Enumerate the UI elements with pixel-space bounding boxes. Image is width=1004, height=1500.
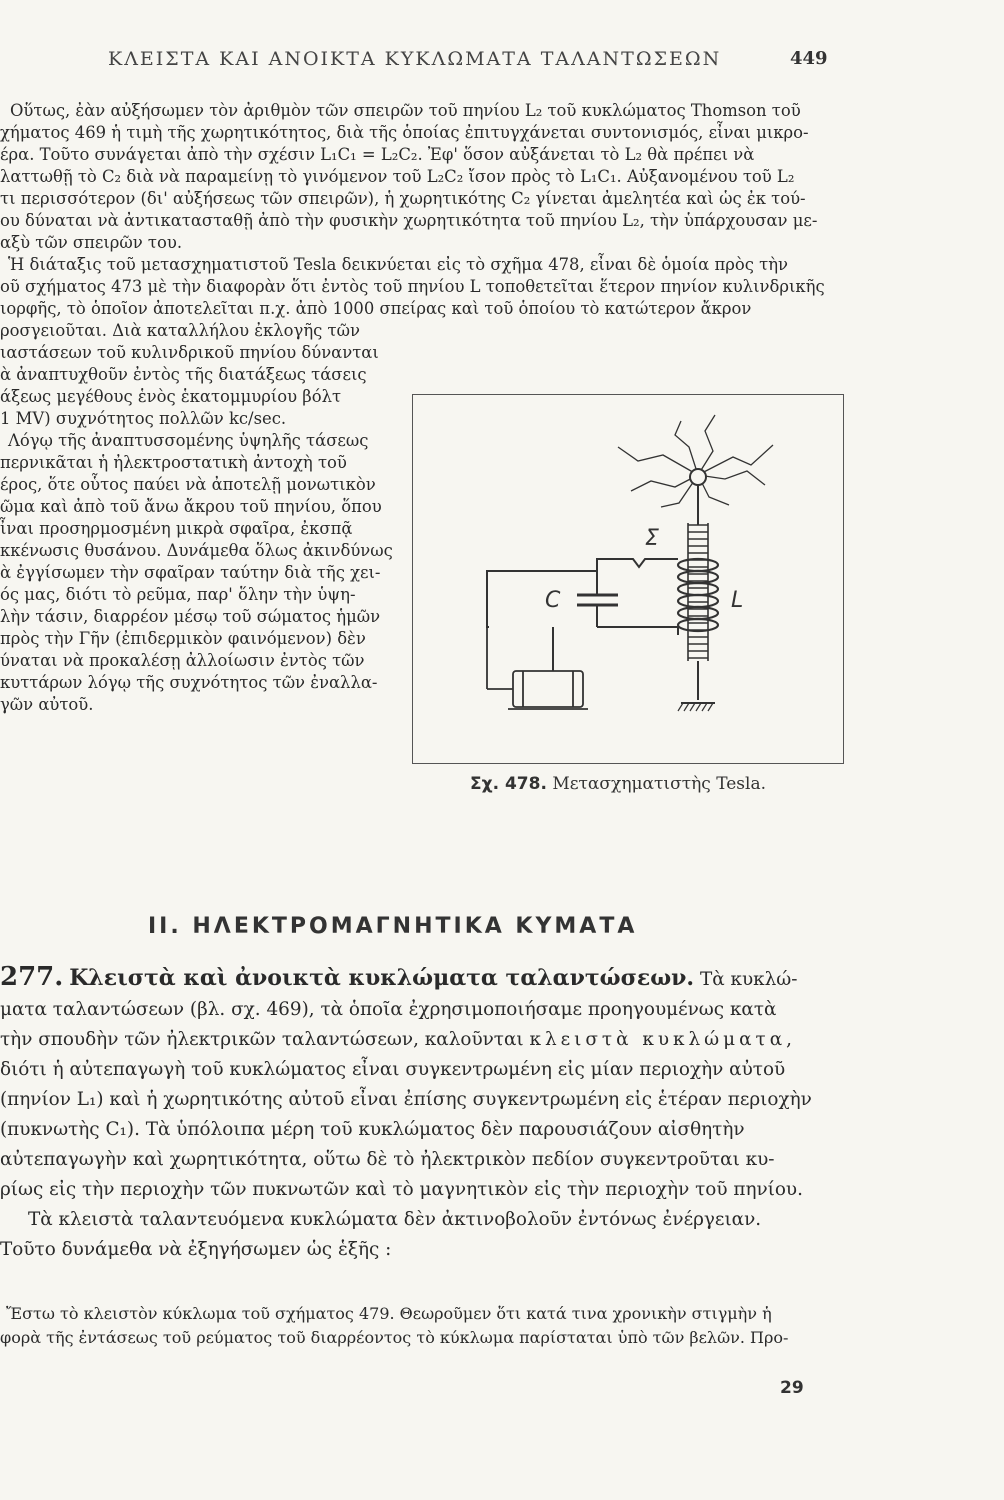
caption-text: Μετασχηματιστὴς Tesla. — [552, 774, 766, 794]
paragraph-heading-line — [0, 962, 830, 995]
text-line: κκένωσις θυσάνου. Δυνάμεθα ὅλως ἀκινδύνως — [0, 541, 393, 560]
discharge-sparks — [618, 415, 773, 507]
text-line: γῶν αὐτοῦ. — [0, 695, 94, 714]
label-sigma: Σ — [645, 526, 659, 551]
caption-number: Σχ. 478. — [470, 774, 547, 794]
label-c: C — [545, 588, 561, 613]
label-l: L — [731, 588, 744, 613]
text-line: άξεως μεγέθους ἑνὸς ἑκατομμυρίου βόλτ — [0, 387, 342, 406]
text-line: ἶναι προσηρμοσμένη μικρὰ σφαῖρα, ἐκσπᾷ — [0, 519, 353, 538]
text-line: τι περισσότερον (δι' αὐξήσεως τῶν σπειρῶν), ἡ χωρητικότης C₂ γίνεται ἀμελητέα καὶ ὡς ἐκ τού- — [0, 189, 806, 208]
text-line: αὐτεπαγωγὴν καὶ χωρητικότητα, οὕτω δὲ τὸ ἠλεκτρικὸν πεδίον συγκεντροῦται κυ- — [0, 1149, 775, 1170]
tesla-transformer-diagram — [413, 395, 843, 763]
text-line: αξὺ τῶν σπειρῶν του. — [0, 233, 183, 252]
text-line: λαττωθῇ τὸ C₂ διὰ νὰ παραμείνῃ τὸ γινόμενον τοῦ L₂C₂ ἴσον πρὸς τὸ L₁C₁. Αὐξανομένου τοῦ L₂ — [0, 167, 795, 186]
text-line: ός μας, διότι τὸ ρεῦμα, παρ' ὅλην τὴν ὑψη- — [0, 585, 356, 604]
text-line: ροσγειοῦται. Διὰ καταλλήλου ἐκλογῆς τῶν — [0, 321, 360, 340]
section-title: II. ΗΛΕΚΤΡΟΜΑΓΝΗΤΙΚΑ ΚΥΜΑΤΑ — [148, 914, 638, 939]
text-line: περνικᾶται ἡ ἠλεκτροστατικὴ ἀντοχὴ τοῦ — [0, 453, 347, 472]
text-line: ὰ ἀναπτυχθοῦν ἐντὸς τῆς διατάξεως τάσεις — [0, 365, 367, 384]
primary-coil-L — [678, 559, 718, 631]
text-line: ὰ ἐγγίσωμεν τὴν σφαῖραν ταύτην διὰ τῆς χει- — [0, 563, 381, 582]
text-line: Τοῦτο δυνάμεθα νὰ ἐξηγήσωμεν ὡς ἑξῆς : — [0, 1239, 392, 1260]
intro-paragraph — [0, 100, 830, 320]
text-line: Οὕτως, ἐὰν αὐξήσωμεν τὸν ἀριθμὸν τῶν σπειρῶν τοῦ πηνίου L₂ τοῦ κυκλώματος Thomson τοῦ — [10, 101, 801, 120]
left-column-text — [0, 320, 395, 716]
text-line: Ἡ διάταξις τοῦ μετασχηματιστοῦ Tesla δεικνύεται εἰς τὸ σχῆμα 478, εἶναι δὲ ὁμοία πρὸς τὴν — [8, 255, 788, 274]
text-line: (πυκνωτὴς C₁). Τὰ ὑπόλοιπα μέρη τοῦ κυκλώματος δὲν παρουσιάζουν αἰσθητὴν — [0, 1119, 745, 1140]
top-sphere — [690, 469, 706, 485]
text-line: φορὰ τῆς ἐντάσεως τοῦ ρεύματος τοῦ διαρρέοντος τὸ κύκλωμα παρίσταται ὑπὸ τῶν βελῶν. Προ- — [0, 1328, 789, 1347]
running-title: ΚΛΕΙΣΤΑ ΚΑΙ ΑΝΟΙΚΤΑ ΚΥΚΛΩΜΑΤΑ ΤΑΛΑΝΤΩΣΕΩΝ — [108, 48, 722, 70]
signature-mark: 29 — [780, 1378, 804, 1398]
text-line: λὴν τάσιν, διαρρέον μέσῳ τοῦ σώματος ἡμῶν — [0, 607, 381, 626]
paragraph-277 — [0, 962, 830, 1265]
text-line: ύναται νὰ προκαλέσῃ ἀλλοίωσιν ἐντὸς τῶν — [0, 651, 365, 670]
text-line: ματα ταλαντώσεων (βλ. σχ. 469), τὰ ὁποῖα ἐχρησιμοποιήσαμε προηγουμένως κατὰ — [0, 999, 777, 1020]
text-line: έρος, ὅτε οὗτος παύει νὰ ἀποτελῇ μονωτικὸν — [0, 475, 376, 494]
spaced-term: κλειστὰ κυκλώματα, — [529, 1029, 796, 1050]
text-line: Τὰ κυκλώ- — [699, 969, 798, 990]
text-line: Λόγῳ τῆς ἀναπτυσσομένης ὑψηλῆς τάσεως — [8, 431, 369, 450]
text-line: ου δύναται νὰ ἀντικατασταθῇ ἀπὸ τὴν φυσικὴν χωρητικότητα τοῦ πηνίου L₂, τὴν ὑπάρχουσαν με- — [0, 211, 818, 230]
figure-caption — [470, 774, 766, 794]
text-line: ιαστάσεων τοῦ κυλινδρικοῦ πηνίου δύνανται — [0, 343, 379, 362]
text-line: τὴν σπουδὴν τῶν ἠλεκτρικῶν ταλαντώσεων, καλοῦνται — [0, 1029, 524, 1050]
text-line: ρίως εἰς τὴν περιοχὴν τῶν πυκνωτῶν καὶ τὸ μαγνητικὸν εἰς τὴν περιοχὴν τοῦ πηνίου. — [0, 1179, 803, 1200]
text-line: ῶμα καὶ ἀπὸ τοῦ ἄνω ἄκρου τοῦ πηνίου, ὅπου — [0, 497, 382, 516]
text-line: (πηνίον L₁) καὶ ἡ χωρητικότης αὐτοῦ εἶναι ἐπίσης συγκεντρωμένη εἰς ἑτέραν περιοχὴν — [0, 1089, 812, 1110]
text-line: ιορφῆς, τὸ ὁποῖον ἀποτελεῖται π.χ. ἀπὸ 1000 σπείρας καὶ τοῦ ὁποίου τὸ κατώτερον ἄκρον — [0, 299, 752, 318]
text-line: πρὸς τὴν Γῆν (ἐπιδερμικὸν φαινόμενον) δὲν — [0, 629, 366, 648]
text-line: διότι ἡ αὐτεπαγωγὴ τοῦ κυκλώματος εἶναι συγκεντρωμένη εἰς μίαν περιοχὴν αὐτοῦ — [0, 1059, 786, 1080]
text-line: χήματος 469 ἡ τιμὴ τῆς χωρητικότητος, διὰ τῆς ὁποίας ἐπιτυγχάνεται συντονισμός, εἶναι μικρο- — [0, 123, 809, 142]
paragraph-heading: Κλειστὰ καὶ ἀνοικτὰ κυκλώματα ταλαντώσεων. — [69, 965, 695, 991]
text-line: Ἔστω τὸ κλειστὸν κύκλωμα τοῦ σχήματος 479. Θεωροῦμεν ὅτι κατά τινα χρονικὴν στιγμὴν ἡ — [6, 1304, 772, 1323]
text-line-with-term — [0, 1025, 830, 1055]
text-line: 1 MV) συχνότητος πολλῶν kc/sec. — [0, 409, 287, 428]
bottom-paragraph — [0, 1302, 835, 1350]
induction-coil — [487, 627, 588, 709]
text-line: Τὰ κλειστὰ ταλαντευόμενα κυκλώματα δὲν ἀκτινοβολοῦν ἐντόνως ἐνέργειαν. — [28, 1209, 762, 1230]
paragraph-number: 277. — [0, 962, 64, 992]
page-number: 449 — [790, 48, 828, 69]
figure-478-frame — [412, 394, 844, 764]
text-line: οῦ σχήματος 473 μὲ τὴν διαφορὰν ὅτι ἐντὸς τοῦ πηνίου L τοποθετεῖται ἕτερον πηνίον κυλινδρικῆς — [0, 277, 825, 296]
text-line: κυττάρων λόγῳ τῆς συχνότητος τῶν ἐναλλα- — [0, 673, 378, 692]
secondary-coil — [688, 523, 708, 661]
text-line: έρα. Τοῦτο συνάγεται ἀπὸ τὴν σχέσιν L₁C₁ = L₂C₂. Ἐφ' ὅσον αὐξάνεται τὸ L₂ θὰ πρέπει νὰ — [0, 145, 755, 164]
page-header — [0, 40, 1004, 80]
